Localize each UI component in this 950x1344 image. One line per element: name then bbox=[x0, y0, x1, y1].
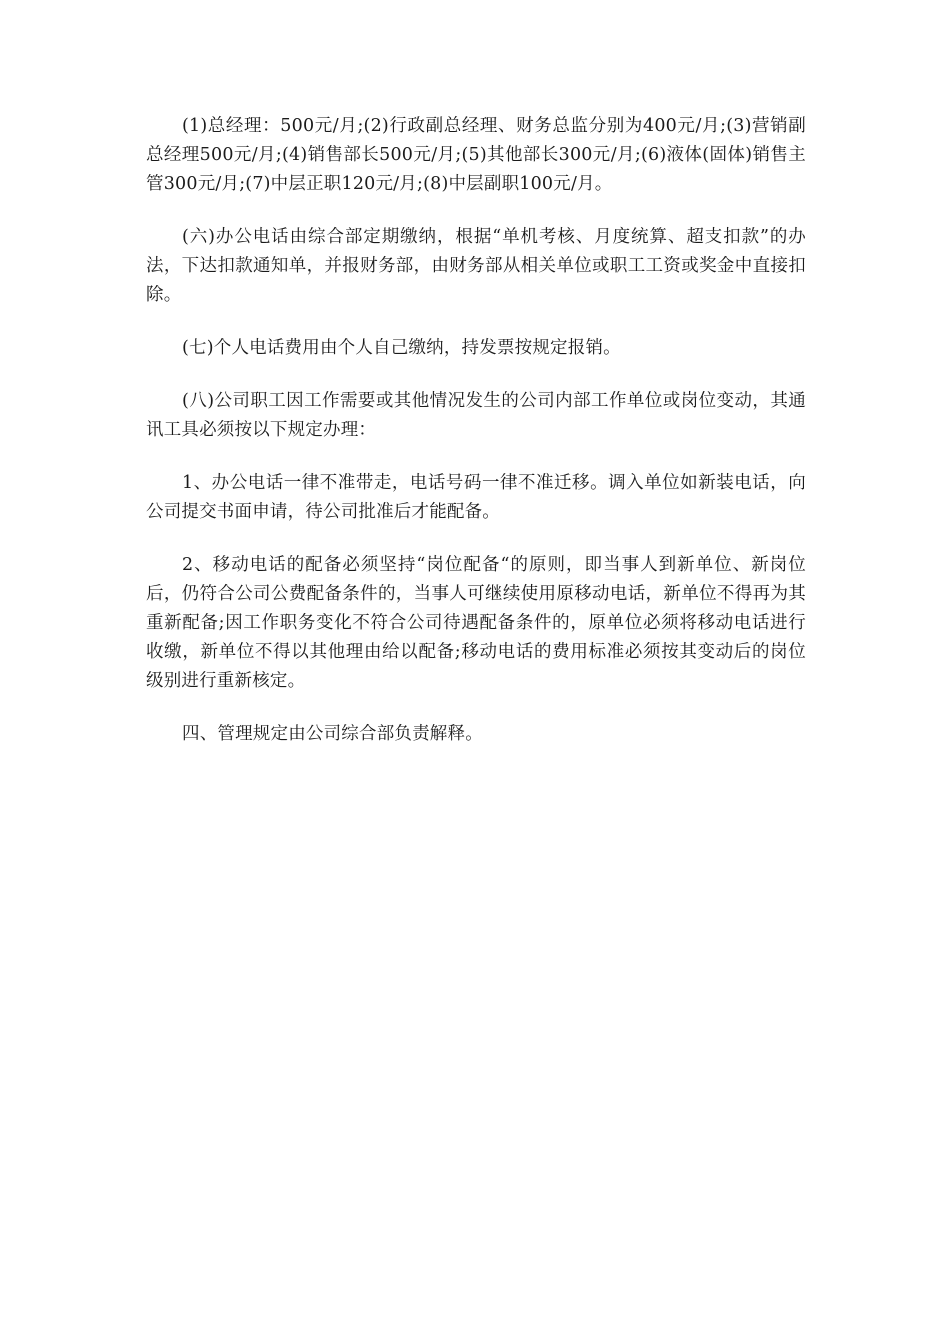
paragraph-mobile-phone-transfer: 2、移动电话的配备必须坚持“岗位配备“的原则，即当事人到新单位、新岗位后，仍符合公司公费配备条件的，当事人可继续使用原移动电话，新单位不得再为其重新配备;因工作职务变化不符合公司待遇配备条件的，原单位必须将移动电话进行收缴，新单位不得以其他理由给以配备;移动电话的费用标准必须按其变动后的岗位级别进行重新核定。 bbox=[146, 555, 806, 691]
paragraph-job-transfer: (八)公司职工因工作需要或其他情况发生的公司内部工作单位或岗位变动，其通讯工具必须按以下规定办理： bbox=[146, 391, 806, 440]
paragraph-personal-phone: (七)个人电话费用由个人自己缴纳，持发票按规定报销。 bbox=[182, 338, 621, 358]
document-body bbox=[146, 112, 806, 773]
paragraph-office-phone-payment: (六)办公电话由综合部定期缴纳，根据“单机考核、月度统算、超支扣款”的办法，下达扣款通知单，并报财务部，由财务部从相关单位或职工工资或奖金中直接扣除。 bbox=[146, 227, 806, 305]
paragraph-interpretation: 四、管理规定由公司综合部负责解释。 bbox=[182, 724, 483, 744]
paragraph-office-phone-transfer: 1、办公电话一律不准带走，电话号码一律不准迁移。调入单位如新装电话，向公司提交书面申请，待公司批准后才能配备。 bbox=[146, 473, 806, 522]
paragraph-allowance-standards: (1)总经理：500元/月;(2)行政副总经理、财务总监分别为400元/月;(3)营销副总经理500元/月;(4)销售部长500元/月;(5)其他部长300元/月;(6)液体(固体)销售主管300元/月;(7)中层正职120元/月;(8)中层副职100元/月。 bbox=[146, 116, 806, 194]
